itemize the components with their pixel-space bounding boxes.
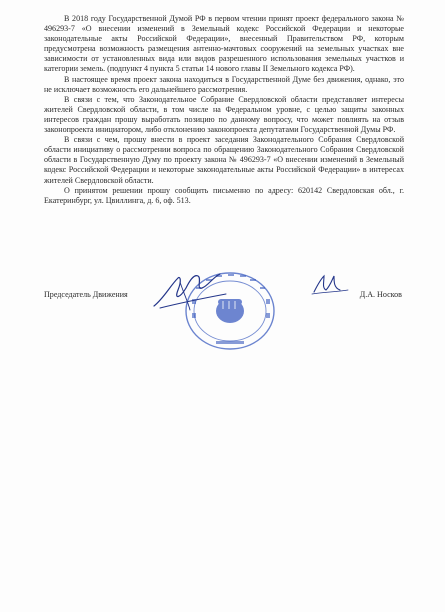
paragraph-5: О принятом решении прошу сообщить письменно по адресу: 620142 Свердловская обл., г. Екатеринбург, ул. Цвиллинга, д. 6, оф. 513. bbox=[44, 185, 404, 205]
paragraph-3: В связи с тем, что Законодательное Собрание Свердловской области представляет интересы жителей Свердловской области, в том числе на Федеральном уровне, с целью защиты законных интересов граждан прошу выработать позицию по данному вопросу, что может повлиять на отзыв законопроекта инициатором, либо отклонению законопроекта депутатами Государственной Думы РФ. bbox=[44, 94, 404, 135]
paragraph-1: В 2018 году Государственной Думой РФ в первом чтении принят проект федерального закона № 496293-7 «О внесении изменений в Земельный кодекс Российской Федерации и некоторые законодательные акты Российской Федерации», внесенный Правительством РФ, которым предусмотрена возможность размещения антенно-мачтовых сооружений на земельных участках вне зависимости от установленных вида или видов разрешенного использования земельных участков и категории земель. (подпункт 4 пункта 5 статьи 14 нового главы II Земельного кодекса РФ). bbox=[44, 14, 404, 74]
paragraph-2: В настоящее время проект закона находиться в Государственной Думе без движения, однако, это не исключает возможность его дальнейшего рассмотрения. bbox=[44, 74, 404, 94]
letter-body bbox=[44, 14, 404, 206]
signatory-name: Д.А. Носков bbox=[359, 290, 402, 299]
paragraph-4: В связи с чем, прошу внести в проект заседания Законодательного Собрания Свердловской области инициативу о рассмотрении вопроса по обращению Законодательного Собрания Свердловской области в Государственную Думу по проекту закона № 496293-7 «О внесении изменений в Земельный кодекс Российской Федерации и некоторые законодательные акты Российской Федерации» в интересах жителей Свердловской области. bbox=[44, 135, 404, 185]
signatory-position: Председатель Движения bbox=[44, 290, 128, 299]
signature-block bbox=[44, 290, 404, 304]
